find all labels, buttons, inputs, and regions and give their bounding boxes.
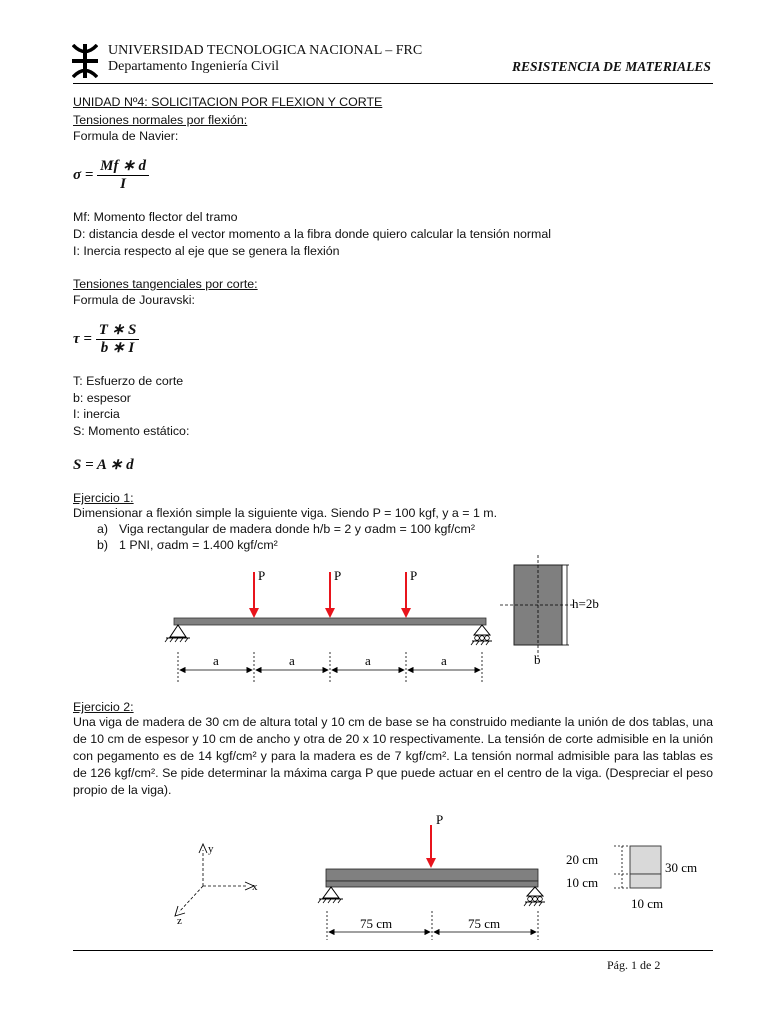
load-label-3: P [410, 568, 418, 583]
exercise-1-item-a: Viga rectangular de madera donde h/b = 2 y σadm = 100 kgf/cm² [119, 522, 475, 536]
normal-def-2: D: distancia desde el vector momento a la fibra donde quiero calcular la tensión normal [73, 227, 551, 241]
section-top-dim: 20 cm [566, 852, 599, 867]
exercise-2-title: Ejercicio 2: [73, 700, 134, 714]
department-name: Departamento Ingeniería Civil [108, 59, 280, 74]
exercise-1-item-b: 1 PNI, σadm = 1.400 kgf/cm² [119, 538, 278, 552]
shear-def-1: T: Esfuerzo de corte [73, 374, 184, 388]
span-label-3: a [365, 653, 371, 668]
normal-stress-heading: Tensiones normales por flexión: [73, 113, 248, 127]
section-dimension-lines [614, 846, 628, 888]
ex2-roller-support-right [524, 887, 545, 906]
span-label-2: a [289, 653, 295, 668]
section-base-label: b [534, 652, 541, 667]
load-label-1: P [258, 568, 266, 583]
static-moment-formula: S = A ∗ d [73, 457, 134, 473]
axis-z-label: z [177, 915, 182, 927]
dimension-extension-lines [178, 652, 482, 682]
exercise-2-beam-diagram [310, 805, 560, 943]
section-bottom-board [630, 874, 661, 888]
shear-def-4: S: Momento estático: [73, 424, 190, 438]
bottom-board [326, 881, 538, 887]
navier-denominator: I [120, 176, 127, 192]
navier-lhs: σ = [73, 166, 94, 183]
exercise-1-statement: Dimensionar a flexión simple la siguiente viga. Siendo P = 100 kgf, y a = 1 m. [73, 506, 498, 520]
navier-numerator: Mf ∗ d [97, 158, 149, 176]
normal-def-3: I: Inercia respecto al eje que se genera la flexión [73, 244, 340, 258]
navier-formula-label: Formula de Navier: [73, 129, 179, 143]
ex2-load-label: P [436, 812, 444, 827]
normal-def-1: Mf: Momento flector del tramo [73, 210, 238, 224]
jouravski-formula [73, 322, 139, 357]
section-top-board [630, 846, 661, 874]
exercise-2-cross-section [560, 840, 710, 915]
exercise-1-title: Ejercicio 1: [73, 491, 134, 505]
load-label-2: P [334, 568, 342, 583]
z-axis [179, 886, 203, 912]
shear-stress-heading: Tensiones tangenciales por corte: [73, 277, 258, 291]
section-width-dim: 10 cm [631, 896, 664, 911]
ex2-load-arrow [426, 825, 436, 868]
exercise-1-item-b-label: b) [97, 538, 109, 552]
shear-def-2: b: espesor [73, 391, 131, 405]
section-total-dim: 30 cm [665, 860, 698, 875]
top-board [326, 869, 538, 881]
section-bottom-dim: 10 cm [566, 875, 599, 890]
header-divider [73, 83, 713, 84]
ex2-pin-support-left [318, 887, 343, 903]
shear-def-3: I: inercia [73, 407, 120, 421]
pin-support-left [165, 625, 190, 642]
subject-title: RESISTENCIA DE MATERIALES [512, 59, 711, 74]
footer-divider [73, 950, 713, 951]
exercise-1-item-a-label: a) [97, 522, 109, 536]
jouravski-numerator: T ∗ S [96, 322, 140, 340]
page-number: Pág. 1 de 2 [607, 958, 661, 972]
university-name: UNIVERSIDAD TECNOLOGICA NACIONAL – FRC [108, 43, 423, 58]
axis-x-label: x [252, 881, 258, 893]
section-height-label: h=2b [572, 596, 599, 611]
jouravski-denominator: b ∗ I [100, 340, 135, 356]
span-left-label: 75 cm [360, 916, 393, 931]
roller-support-right [471, 625, 492, 645]
span-label-4: a [441, 653, 447, 668]
navier-formula [73, 158, 149, 193]
unit-title: UNIDAD Nº4: SOLICITACION POR FLEXION Y CORTE [73, 95, 383, 109]
utn-logo-icon [72, 44, 98, 78]
span-right-label: 75 cm [468, 916, 501, 931]
exercise-1-cross-section [495, 555, 645, 670]
coordinate-axes [170, 838, 270, 928]
beam [174, 618, 486, 625]
span-label-1: a [213, 653, 219, 668]
ex2-dimension-extension-lines [327, 911, 538, 940]
jouravski-lhs: τ = [73, 330, 92, 347]
exercise-2-statement: Una viga de madera de 30 cm de altura total y 10 cm de base se ha construido mediante la unión de dos tablas, una de 10 cm de espesor y 10 cm de ancho y otra de 20 x 10 respectivamente. La tensión de corte admisible en la unión con pegamento es de 14 kgf/cm² y para la madera es de 7 kgf/cm². La tensión normal admisible para las tablas es de 126 kgf/cm². Se pide determinar la máxima carga P que puede actuar en el centro de la viga. (Despreciar el peso propio de la viga). [73, 715, 713, 797]
axis-y-label: y [208, 843, 214, 855]
jouravski-formula-label: Formula de Jouravski: [73, 293, 195, 307]
exercise-1-beam-diagram [150, 560, 510, 690]
